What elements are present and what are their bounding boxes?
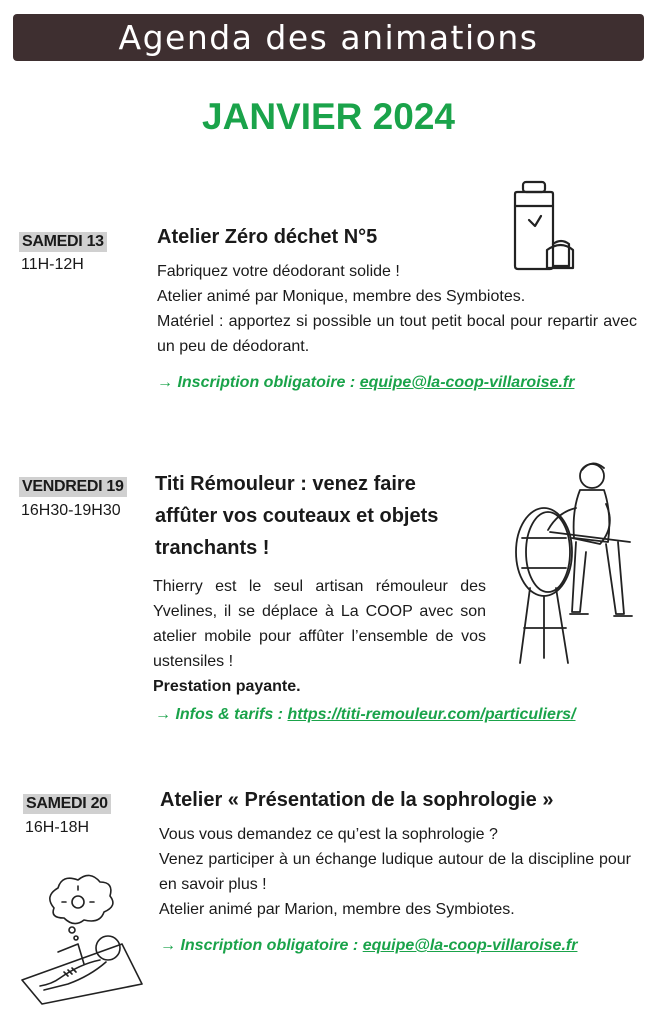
event-description bbox=[159, 822, 631, 922]
deodorant-icon bbox=[507, 180, 581, 272]
event-date-badge: SAMEDI 13 bbox=[19, 232, 107, 252]
registration-line bbox=[157, 374, 574, 392]
info-line bbox=[155, 706, 576, 724]
cta-label: → Inscription obligatoire : bbox=[160, 937, 359, 954]
event-line: Vous vous demandez ce qu’est la sophrologie ? bbox=[159, 826, 498, 843]
event-line: Venez participer à un échange ludique autour de la discipline pour en savoir plus ! bbox=[159, 851, 631, 893]
event-date-badge: SAMEDI 20 bbox=[23, 794, 111, 814]
cta-label: → Infos & tarifs : bbox=[155, 706, 284, 723]
knife-grinder-illustration bbox=[510, 458, 640, 668]
event-description: Thierry est le seul artisan rémouleur des Yvelines, il se déplace à La COOP avec son atelier mobile pour affûter l’ensemble de vos ustensiles ! bbox=[153, 578, 486, 670]
page-header bbox=[13, 14, 644, 61]
header-title: Agenda des animations bbox=[118, 18, 539, 57]
event-title-line: tranchants ! bbox=[155, 537, 270, 559]
email-link[interactable]: equipe@la-coop-villaroise.fr bbox=[362, 937, 578, 954]
event-line: Matériel : apportez si possible un tout petit bocal pour repartir avec un peu de déodorant. bbox=[157, 313, 637, 355]
event-time: 16H30-19H30 bbox=[21, 502, 121, 519]
event-time: 16H-18H bbox=[25, 819, 90, 836]
registration-line bbox=[160, 937, 577, 955]
event-date-badge: VENDREDI 19 bbox=[19, 477, 127, 497]
event-title-line: affûter vos couteaux et objets bbox=[155, 505, 439, 527]
event-line: Atelier animé par Marion, membre des Symbiotes. bbox=[159, 901, 515, 918]
month-title: JANVIER 2024 bbox=[202, 96, 455, 137]
relaxing-person-illustration bbox=[14, 868, 154, 1008]
event-note: Prestation payante. bbox=[153, 678, 301, 695]
event-line: Fabriquez votre déodorant solide ! bbox=[157, 263, 400, 280]
event-title: Atelier Zéro déchet N°5 bbox=[157, 226, 378, 248]
event-title-line: Titi Rémouleur : venez faire bbox=[155, 473, 416, 495]
event-description bbox=[157, 259, 637, 359]
cta-label: → Inscription obligatoire : bbox=[157, 374, 356, 391]
event-line: Atelier animé par Monique, membre des Symbiotes. bbox=[157, 288, 526, 305]
event-time: 11H-12H bbox=[21, 256, 84, 273]
website-link[interactable]: https://titi-remouleur.com/particuliers/ bbox=[287, 706, 576, 723]
event-title bbox=[155, 468, 438, 564]
email-link[interactable]: equipe@la-coop-villaroise.fr bbox=[359, 374, 575, 391]
event-title: Atelier « Présentation de la sophrologie » bbox=[160, 789, 554, 811]
